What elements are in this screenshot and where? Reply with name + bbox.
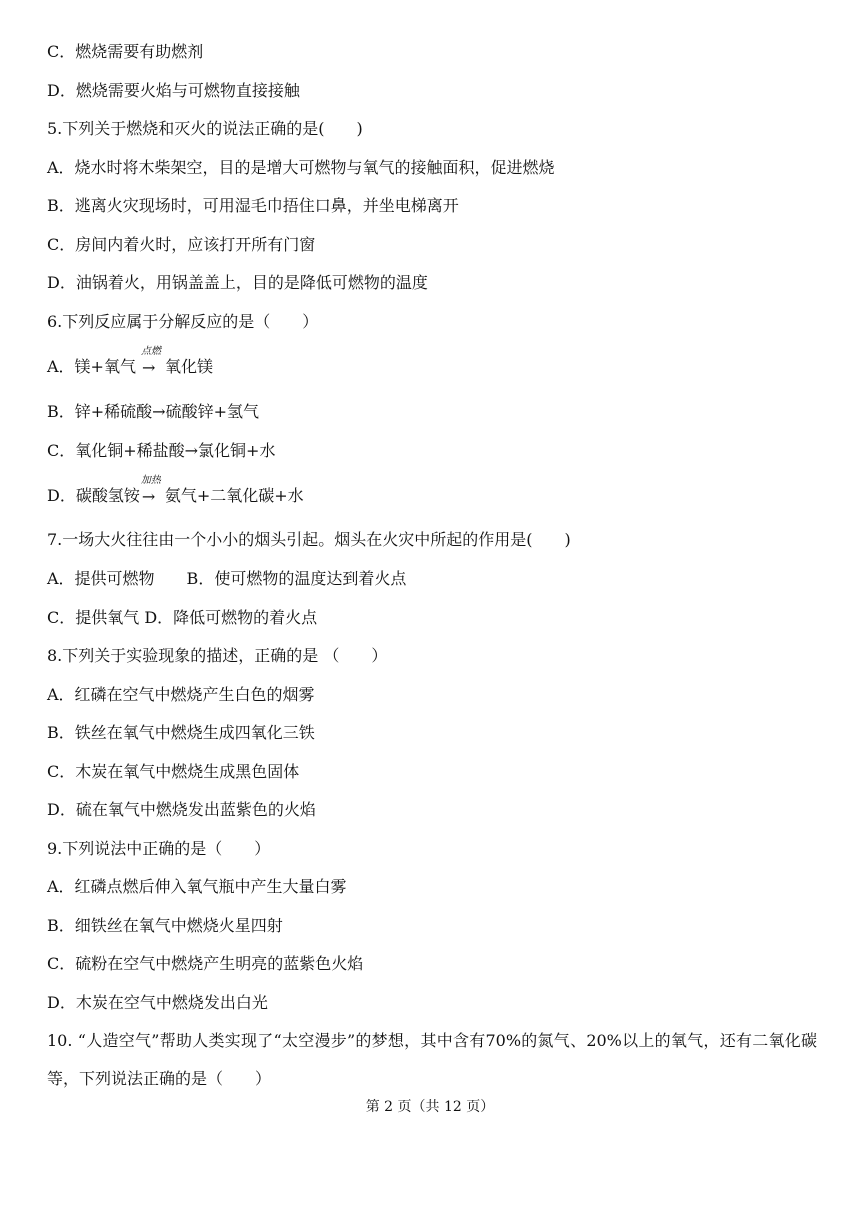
arrow-icon: → <box>141 358 156 377</box>
option-7ab: A．提供可燃物 B．使可燃物的温度达到着火点 <box>47 569 407 588</box>
option-4c: C．燃烧需要有助燃剂 <box>47 42 204 61</box>
question-8: 8.下列关于实验现象的描述，正确的是 （ ） <box>47 646 388 665</box>
option-8b: B．铁丝在氧气中燃烧生成四氧化三铁 <box>47 723 315 742</box>
question-9: 9.下列说法中正确的是（ ） <box>47 839 271 858</box>
option-8a: A．红磷在空气中燃烧产生白色的烟雾 <box>47 685 315 704</box>
option-6d-products: 氨气+二氧化碳+水 <box>164 486 304 505</box>
question-5: 5.下列关于燃烧和灭火的说法正确的是( ) <box>47 119 363 138</box>
reaction-condition: 点燃 <box>140 346 161 357</box>
option-6c: C．氧化铜+稀盐酸→氯化铜+水 <box>47 441 276 460</box>
page-footer: 第 2 页（共 12 页） <box>365 1099 495 1115</box>
option-6d <box>47 475 304 506</box>
option-6b: B．锌+稀硫酸→硫酸锌+氢气 <box>47 402 259 421</box>
option-5a: A．烧水时将木柴架空，目的是增大可燃物与氧气的接触面积，促进燃烧 <box>47 158 555 177</box>
option-5b: B．逃离火灾现场时，可用湿毛巾捂住口鼻，并坐电梯离开 <box>47 196 459 215</box>
option-8d: D．硫在氧气中燃烧发出蓝紫色的火焰 <box>47 800 316 819</box>
option-5c: C．房间内着火时，应该打开所有门窗 <box>47 235 316 254</box>
option-9d: D．木炭在空气中燃烧发出白光 <box>47 993 268 1012</box>
question-6: 6.下列反应属于分解反应的是（ ） <box>47 312 319 331</box>
question-10: 10. “人造空气”帮助人类实现了“太空漫步”的梦想，其中含有70%的氮气、20%以上的氧气，还有二氧化碳等，下列说法正确的是（ ） <box>47 1031 817 1088</box>
option-7cd: C．提供氧气 D．降低可燃物的着火点 <box>47 608 318 627</box>
option-9c: C．硫粉在空气中燃烧产生明亮的蓝紫色火焰 <box>47 954 364 973</box>
reaction-arrow <box>140 346 164 377</box>
arrow-icon: → <box>141 487 156 506</box>
option-6d-reactants: D．碳酸氢铵 <box>47 486 140 505</box>
option-9b: B．细铁丝在氧气中燃烧火星四射 <box>47 916 283 935</box>
option-6a-reactants: A．镁+氧气 <box>47 357 136 376</box>
option-6a-products: 氧化镁 <box>164 357 213 376</box>
option-8c: C．木炭在氧气中燃烧生成黑色固体 <box>47 762 300 781</box>
option-9a: A．红磷点燃后伸入氧气瓶中产生大量白雾 <box>47 877 347 896</box>
reaction-arrow <box>140 475 164 506</box>
reaction-condition: 加热 <box>140 475 161 486</box>
option-4d: D．燃烧需要火焰与可燃物直接接触 <box>47 81 300 100</box>
option-5d: D．油锅着火，用锅盖盖上，目的是降低可燃物的温度 <box>47 273 428 292</box>
option-6a <box>47 346 213 377</box>
question-7: 7.一场大火往往由一个小小的烟头引起。烟头在火灾中所起的作用是( ) <box>47 530 571 549</box>
